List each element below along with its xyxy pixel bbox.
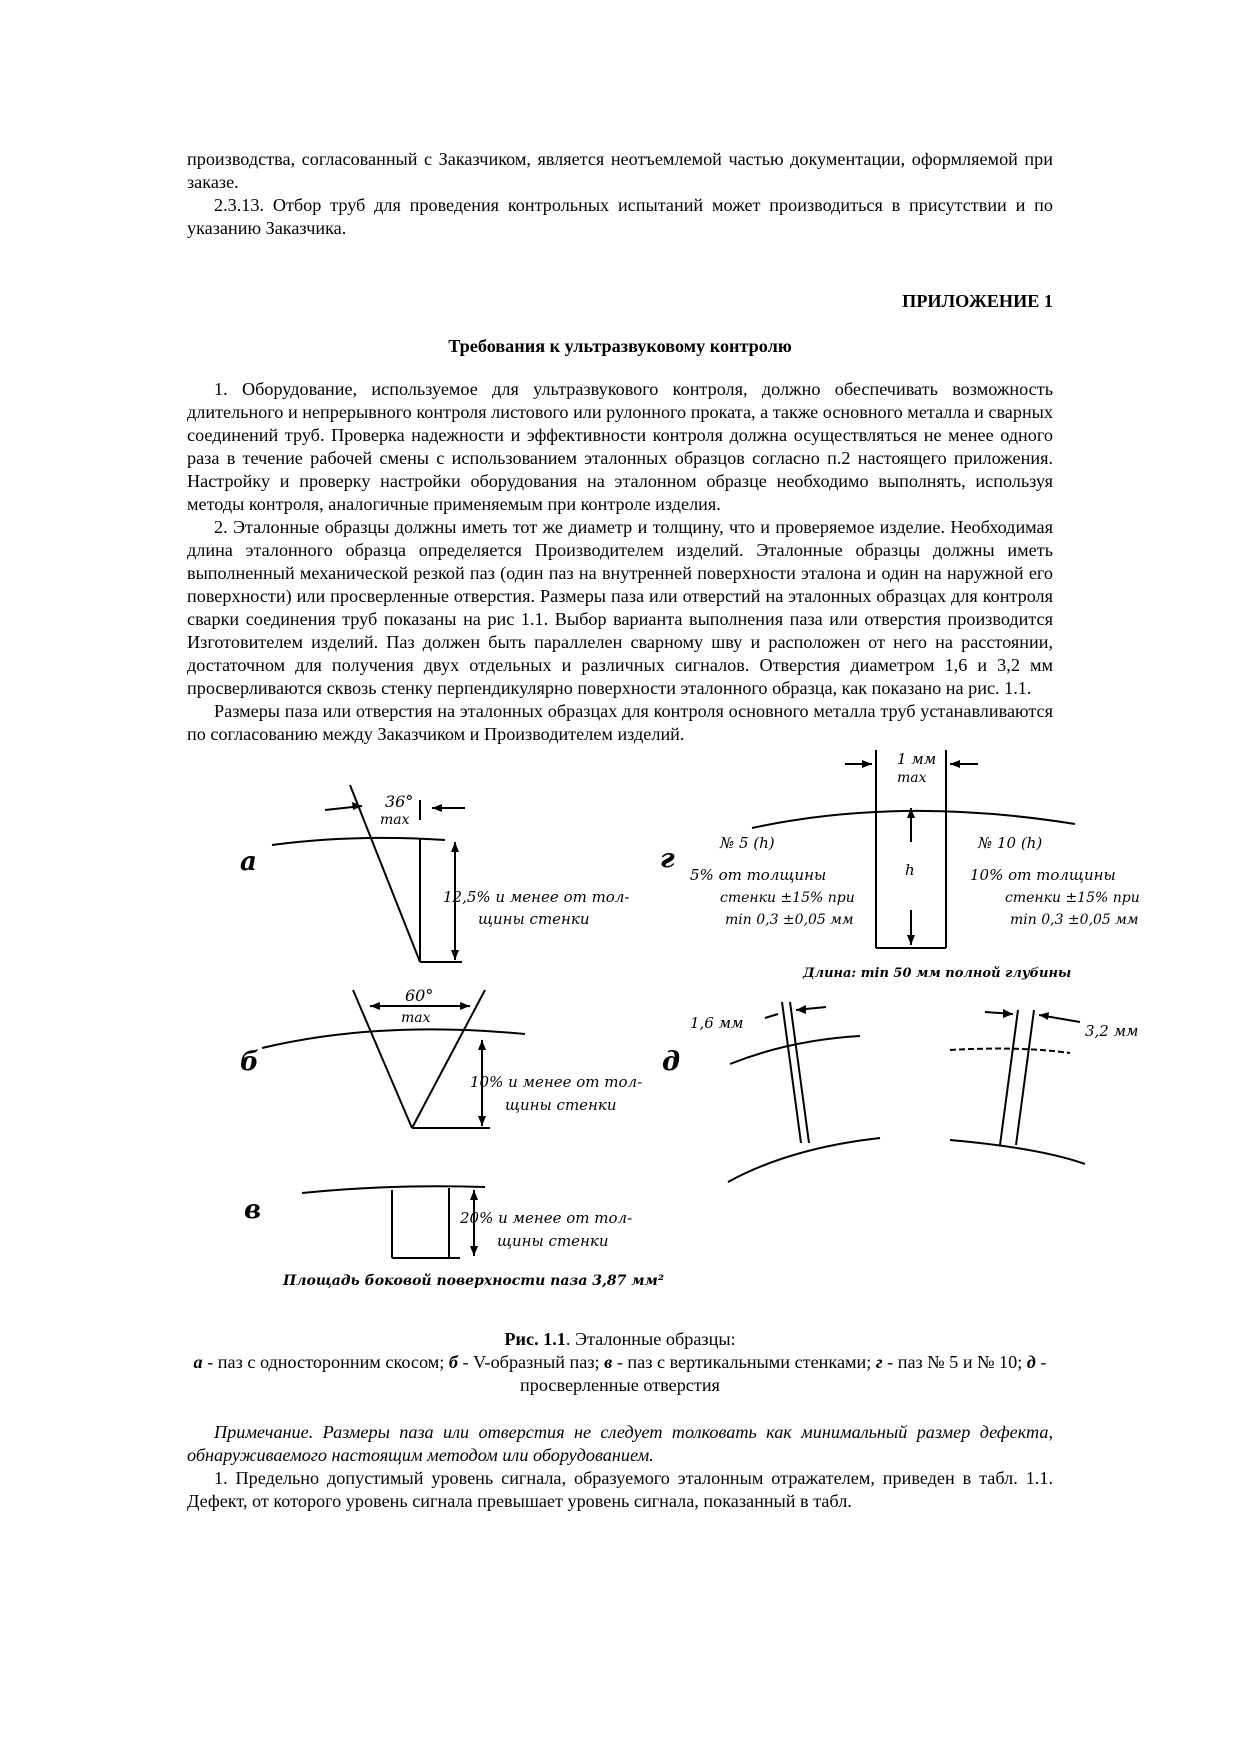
legend-text-a: - паз с односторонним скосом; [202, 1352, 449, 1372]
figure-a-depth-arrow-bottom [451, 950, 459, 960]
figure-v [244, 1186, 664, 1289]
figure-d-hole2-right [1016, 1010, 1034, 1145]
figure-a-max-label: max [380, 812, 410, 828]
figure-d-hole2-arrowhead-left [1003, 1009, 1013, 1018]
figure-d-right-top-surface [950, 1049, 1070, 1053]
figure-a-depth-arrow-top [451, 842, 459, 852]
figure-b-surface [262, 1029, 525, 1048]
legend-text-b: - V-образный паз; [457, 1352, 605, 1372]
figure-v-depth-arrow-top [470, 1190, 478, 1200]
figure-g-length-note: Длина: min 50 мм полной глубины [803, 966, 1072, 981]
figure-b-max-label: max [401, 1010, 431, 1026]
figure-v-depth-text-2: щины стенки [497, 1232, 609, 1250]
section-title: Требования к ультразвуковому контролю [448, 336, 792, 356]
figure-b-angle-label: 60° [405, 986, 434, 1005]
legend-letter-b: б [448, 1352, 458, 1372]
document-page [187, 148, 1140, 1513]
figure-d-right-bottom-surface [950, 1140, 1085, 1164]
legend-text-g: - паз № 5 и № 10; [882, 1352, 1027, 1372]
figure-legend [187, 1351, 1053, 1397]
figure-b-depth-arrow-bottom [478, 1116, 486, 1126]
figure-g-max-label: max [897, 770, 927, 786]
figure-g [660, 750, 1140, 981]
paragraph-continuation: производства, согласованный с Заказчиком, является неотъемлемой частью документации, оформляемой при заказе. [187, 149, 1053, 192]
figure-g-width-arrowhead-left [862, 760, 872, 768]
figure-g-h-arrowhead-bottom [907, 935, 915, 945]
figure-b-depth-text-2: щины стенки [505, 1096, 617, 1114]
figure-a-letter: а [240, 847, 257, 877]
paragraph-signal-level: 1. Предельно допустимый уровень сигнала, образуемого эталонным отражателем, приведен в табл. 1.1. Дефект, от которого уровень сигнала превышает уровень сигнала, показанный в табл. [187, 1468, 1053, 1511]
paragraph-sizes: Размеры паза или отверстия на эталонных образцах для контроля основного металла труб устанавливаются по согласованию между Заказчиком и Производителем изделий. [187, 701, 1053, 744]
figure-v-depth-arrow-bottom [470, 1246, 478, 1256]
figure-b-letter: б [240, 1047, 259, 1077]
figure-b-angle-arrow-left [370, 1002, 380, 1010]
caption-label: Рис. 1.1 [504, 1329, 566, 1349]
figure-d [662, 1002, 1139, 1182]
figure-d-hole1-right [790, 1002, 809, 1143]
figure-g-width-arrowhead-right [950, 760, 960, 768]
legend-text-d: - просверленные отверстия [520, 1352, 1047, 1395]
caption-rest: . Эталонные образцы: [565, 1329, 736, 1349]
figure-b [240, 986, 642, 1128]
legend-text-v: - паз с вертикальными стенками; [612, 1352, 876, 1372]
paragraph-item-2: 2. Эталонные образцы должны иметь тот же диаметр и толщину, что и проверяемое изделие. Необходимая длина эталонного образца определяется Производителем изделий. Эталонные образцы должны иметь выполненный механической резкой паз (один паз на внутренней поверхности эталона и один на наружной его поверхности) или просверленные отверстия. Размеры паза или отверстий на эталонных образцах для контроля сварки соединения труб показаны на рис 1.1. Выбор варианта выполнения паза или отверстия производится Изготовителем изделий. Паз должен быть параллелен сварному шву и расположен от него на расстоянии, достаточном для получения двух отдельных и различных сигналов. Отверстия диаметром 1,6 и 3,2 мм просверливаются сквозь стенку перпендикулярно поверхности эталонного образца, как показано на рис. 1.1. [187, 517, 1053, 698]
figure-a-depth-text-1: 12,5% и менее от тол- [443, 888, 630, 906]
figure-v-area-note: Площадь боковой поверхности паза 3,87 мм² [283, 1273, 664, 1289]
figure-d-hole2-left [1000, 1010, 1018, 1145]
figure-d-hole1-label: 1,6 мм [690, 1014, 744, 1032]
figure-reference-samples [187, 750, 1140, 1328]
figure-g-surface [752, 811, 1075, 828]
figure-a-arrowhead-right [432, 804, 442, 812]
figure-g-left-text-1: 5% от толщины [690, 866, 827, 884]
figure-b-angle-arrow-right [460, 1002, 470, 1010]
note-paragraph: Примечание. Размеры паза или отверстия не следует толковать как минимальный размер дефекта, обнаруживаемого настоящим методом или оборудованием. [187, 1422, 1053, 1465]
figure-g-right-text-2: стенки ±15% при [1005, 890, 1140, 906]
paragraph-item-1: 1. Оборудование, используемое для ультразвукового контроля, должно обеспечивать возможность длительного и непрерывного контроля листового или рулонного проката, а также основного металла и сварных соединений труб. Проверка надежности и эффективности контроля должна осуществляться не менее одного раза в течение рабочей смены с использованием эталонных образцов согласно п.2 настоящего приложения. Настройку и проверку настройки оборудования на эталонном образце необходимо выполнять, используя методы контроля, аналогичные применяемым при контроле изделия. [187, 379, 1053, 514]
figure-a-depth-text-2: щины стенки [478, 910, 590, 928]
figure-d-letter: д [662, 1047, 681, 1077]
figure-drawing [0, 750, 1240, 1328]
figure-g-h-label: h [905, 861, 915, 879]
figure-v-letter: в [244, 1195, 262, 1225]
figure-g-width-label: 1 мм [897, 750, 937, 768]
paragraph-2-3-13: 2.3.13. Отбор труб для проведения контрольных испытаний может производиться в присутствии и по указанию Заказчика. [187, 195, 1053, 238]
figure-g-letter: г [660, 844, 675, 874]
figure-d-hole1-arrowhead [796, 1005, 806, 1014]
legend-letter-v: в [604, 1352, 613, 1372]
legend-letter-d: д [1026, 1352, 1036, 1372]
figure-d-hole1-arrow-left [765, 1014, 778, 1018]
appendix-heading: ПРИЛОЖЕНИЕ 1 [902, 291, 1053, 311]
figure-d-hole2-label: 3,2 мм [1085, 1022, 1139, 1040]
figure-d-left-bottom-surface [728, 1138, 880, 1182]
figure-v-surface [302, 1186, 485, 1193]
figure-caption [187, 1328, 1053, 1351]
figure-b-depth-arrow-top [478, 1040, 486, 1050]
figure-g-right-text-3: min 0,3 ±0,05 мм [1010, 912, 1139, 928]
figure-d-hole1-left [782, 1002, 801, 1143]
figure-g-left-text-3: min 0,3 ±0,05 мм [725, 912, 854, 928]
legend-letter-a: а [193, 1352, 203, 1372]
figure-v-depth-text-1: 20% и менее от тол- [460, 1209, 633, 1227]
figure-a [240, 785, 629, 962]
figure-b-depth-text-1: 10% и менее от тол- [470, 1073, 643, 1091]
figure-g-left-text-2: стенки ±15% при [720, 890, 855, 906]
figure-g-no5: № 5 (h) [720, 834, 775, 852]
figure-g-h-arrowhead-top [907, 808, 915, 818]
figure-g-no10: № 10 (h) [978, 834, 1043, 852]
legend-letter-g: г [875, 1352, 883, 1372]
figure-a-angle-label: 36° [385, 792, 414, 811]
figure-g-right-text-1: 10% от толщины [970, 866, 1116, 884]
